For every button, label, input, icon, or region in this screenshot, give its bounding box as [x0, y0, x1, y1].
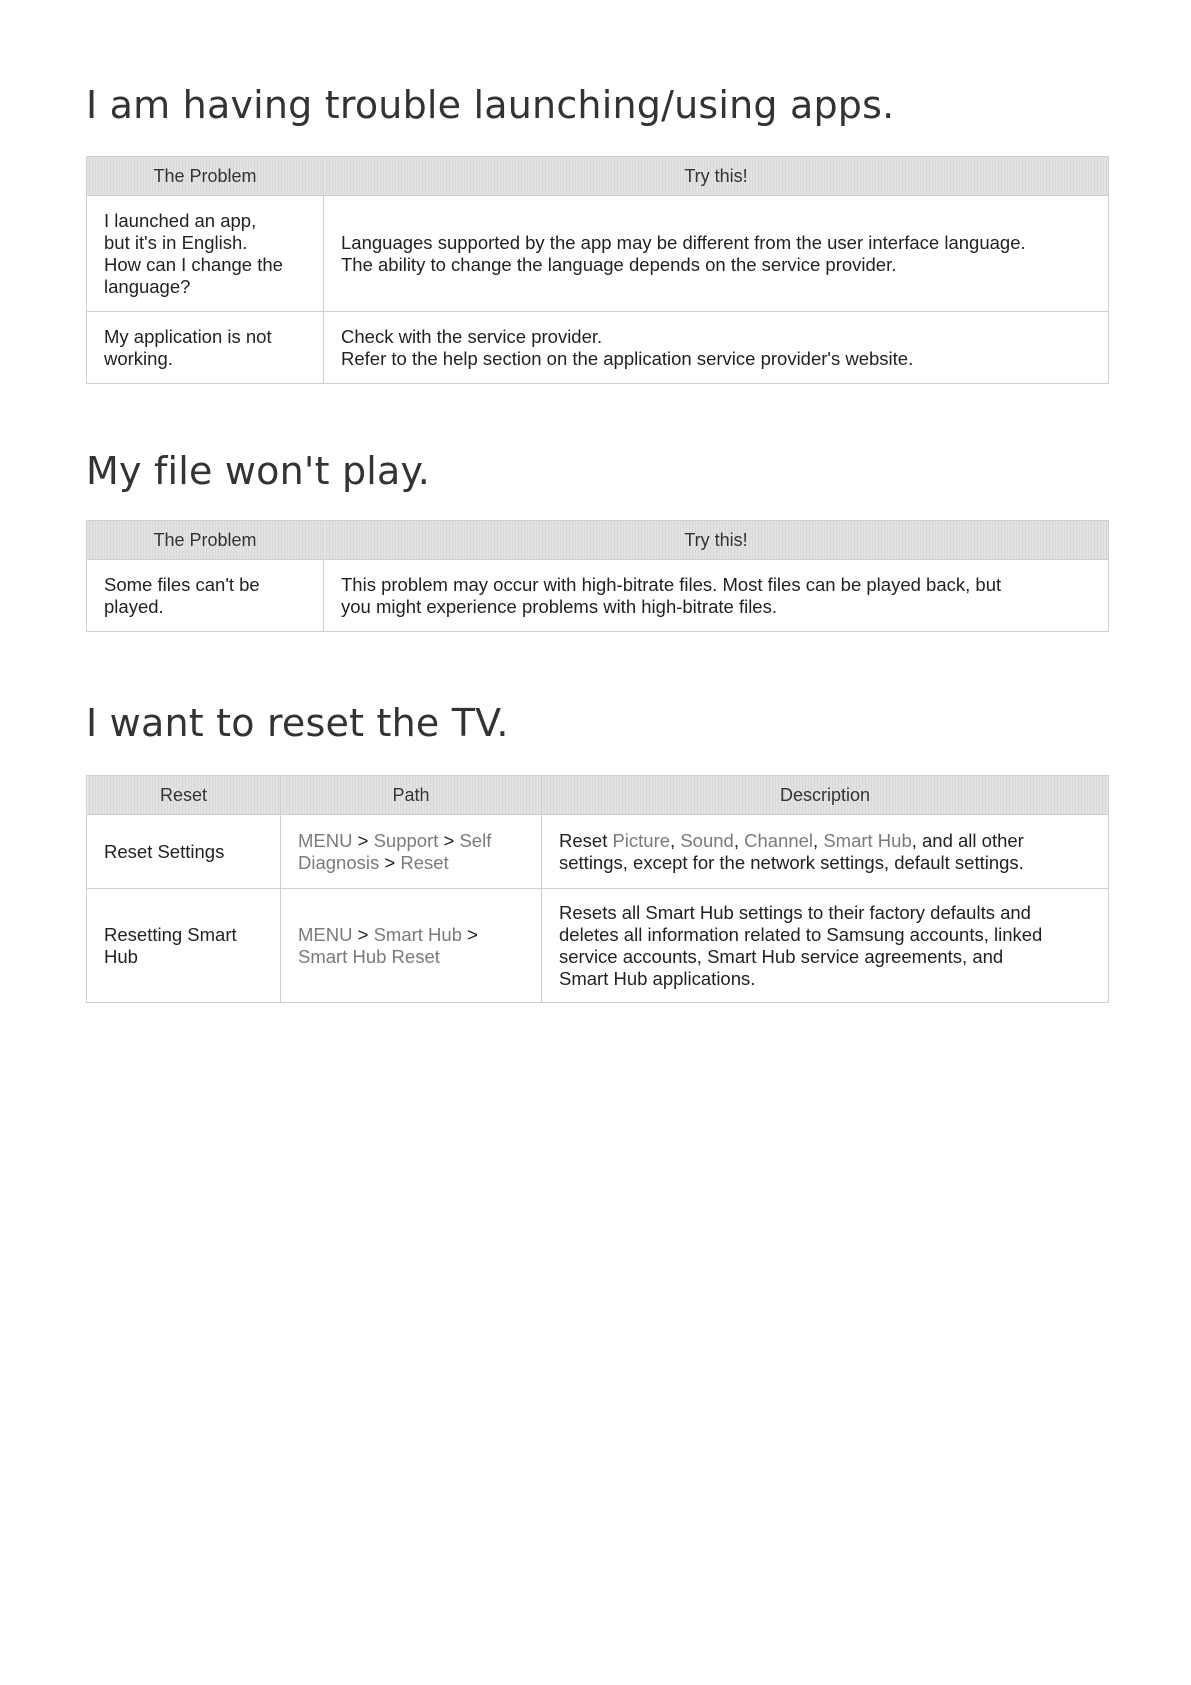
section-file-playback: [86, 449, 1108, 632]
description-cell: Resets all Smart Hub settings to their factory defaults and deletes all information related to Samsung accounts, linked service accounts, Smart Hub service agreements, and Smart Hub applications.: [542, 889, 1109, 1003]
table-row: [87, 560, 1109, 632]
solution-cell: This problem may occur with high-bitrate files. Most files can be played back, but you might experience problems with high-bitrate files.: [324, 560, 1109, 632]
menu-label: MENU: [298, 829, 353, 851]
menu-label: MENU: [298, 923, 353, 945]
path-cell: MENU > Smart Hub > Smart Hub Reset: [281, 889, 542, 1003]
solution-cell: Languages supported by the app may be different from the user interface language. The ability to change the language depends on the service provider.: [324, 196, 1109, 312]
section-title: I want to reset the TV.: [86, 701, 509, 745]
section-title: My file won't play.: [86, 449, 431, 493]
section-title: I am having trouble launching/using apps.: [86, 83, 895, 127]
problem-cell: I launched an app, but it's in English. How can I change the language?: [87, 196, 324, 312]
column-header-problem: The Problem: [87, 521, 324, 560]
reset-cell: Reset Settings: [87, 815, 281, 889]
section-reset: [86, 701, 1108, 1003]
solution-cell: Check with the service provider. Refer to the help section on the application service provider's website.: [324, 312, 1109, 384]
problem-cell: Some files can't be played.: [87, 560, 324, 632]
apps-table: [86, 156, 1109, 384]
column-header-try-this: Try this!: [324, 521, 1109, 560]
table-row: [87, 889, 1109, 1003]
table-row: [87, 196, 1109, 312]
table-row: [87, 815, 1109, 889]
column-header-reset: Reset: [87, 776, 281, 815]
column-header-description: Description: [542, 776, 1109, 815]
column-header-problem: The Problem: [87, 157, 324, 196]
reset-table: [86, 775, 1109, 1003]
description-cell: Reset Picture, Sound, Channel, Smart Hub, and all other settings, except for the network settings, default settings.: [542, 815, 1109, 889]
reset-cell: Resetting Smart Hub: [87, 889, 281, 1003]
column-header-path: Path: [281, 776, 542, 815]
path-cell: MENU > Support > Self Diagnosis > Reset: [281, 815, 542, 889]
problem-cell: My application is not working.: [87, 312, 324, 384]
column-header-try-this: Try this!: [324, 157, 1109, 196]
section-apps: [86, 83, 1108, 384]
table-row: [87, 312, 1109, 384]
file-table: [86, 520, 1109, 632]
